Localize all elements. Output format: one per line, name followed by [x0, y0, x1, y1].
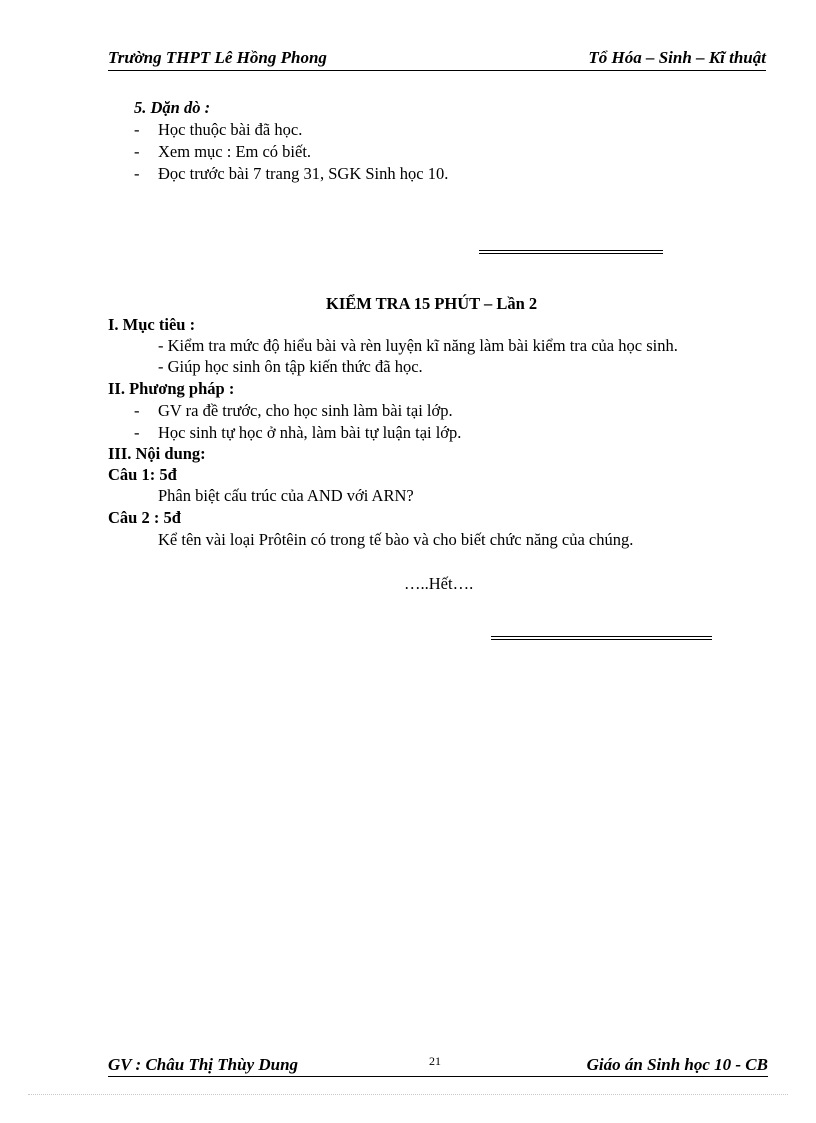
end-marker: …..Hết….	[404, 574, 474, 593]
bullet-dash: -	[134, 423, 140, 442]
header-school: Trường THPT Lê Hồng Phong	[108, 48, 327, 67]
objectives-heading: I. Mục tiêu :	[108, 315, 196, 334]
footer-teacher: GV : Châu Thị Thùy Dung	[108, 1055, 299, 1074]
method-item-1: GV ra đề trước, cho học sinh làm bài tại lớp.	[158, 401, 453, 420]
question-1-text: Phân biệt cấu trúc của AND với ARN?	[158, 486, 414, 505]
section5-item-2: Xem mục : Em có biết.	[158, 142, 312, 161]
method-heading: II. Phương pháp :	[108, 379, 235, 398]
content-heading: III. Nội dung:	[108, 444, 206, 463]
separator-double-line	[491, 636, 712, 637]
section5-item-3: Đọc trước bài 7 trang 31, SGK Sinh học 10.	[158, 164, 449, 183]
question-1-label: Câu 1: 5đ	[108, 465, 177, 484]
question-2-text: Kể tên vài loại Prôtêin có trong tế bào và cho biết chức năng của chúng.	[158, 530, 634, 549]
header-department: Tổ Hóa – Sinh – Kĩ thuật	[588, 48, 766, 67]
bullet-dash: -	[134, 120, 140, 139]
page-header	[108, 48, 766, 71]
bullet-dash: -	[134, 164, 140, 183]
test-title: KIỂM TRA 15 PHÚT – Lần 2	[326, 294, 538, 313]
page-footer	[108, 1054, 768, 1077]
page-number: 21	[429, 1054, 441, 1068]
objective-item-2: - Giúp học sinh ôn tập kiến thức đã học.	[158, 357, 423, 376]
bullet-dash: -	[134, 401, 140, 420]
objective-item-1: - Kiểm tra mức độ hiểu bài và rèn luyện kĩ năng làm bài kiểm tra của học sinh.	[158, 336, 678, 355]
section5-title: 5. Dặn dò :	[134, 98, 211, 117]
section5-item-1: Học thuộc bài đã học.	[158, 120, 303, 139]
question-2-label: Câu 2 : 5đ	[108, 508, 181, 527]
page-edge-dotted-line	[28, 1094, 788, 1095]
method-item-2: Học sinh tự học ở nhà, làm bài tự luận tại lớp.	[158, 423, 462, 442]
bullet-dash: -	[134, 142, 140, 161]
separator-double-line	[479, 250, 663, 251]
footer-subject: Giáo án Sinh học 10 - CB	[586, 1055, 768, 1074]
